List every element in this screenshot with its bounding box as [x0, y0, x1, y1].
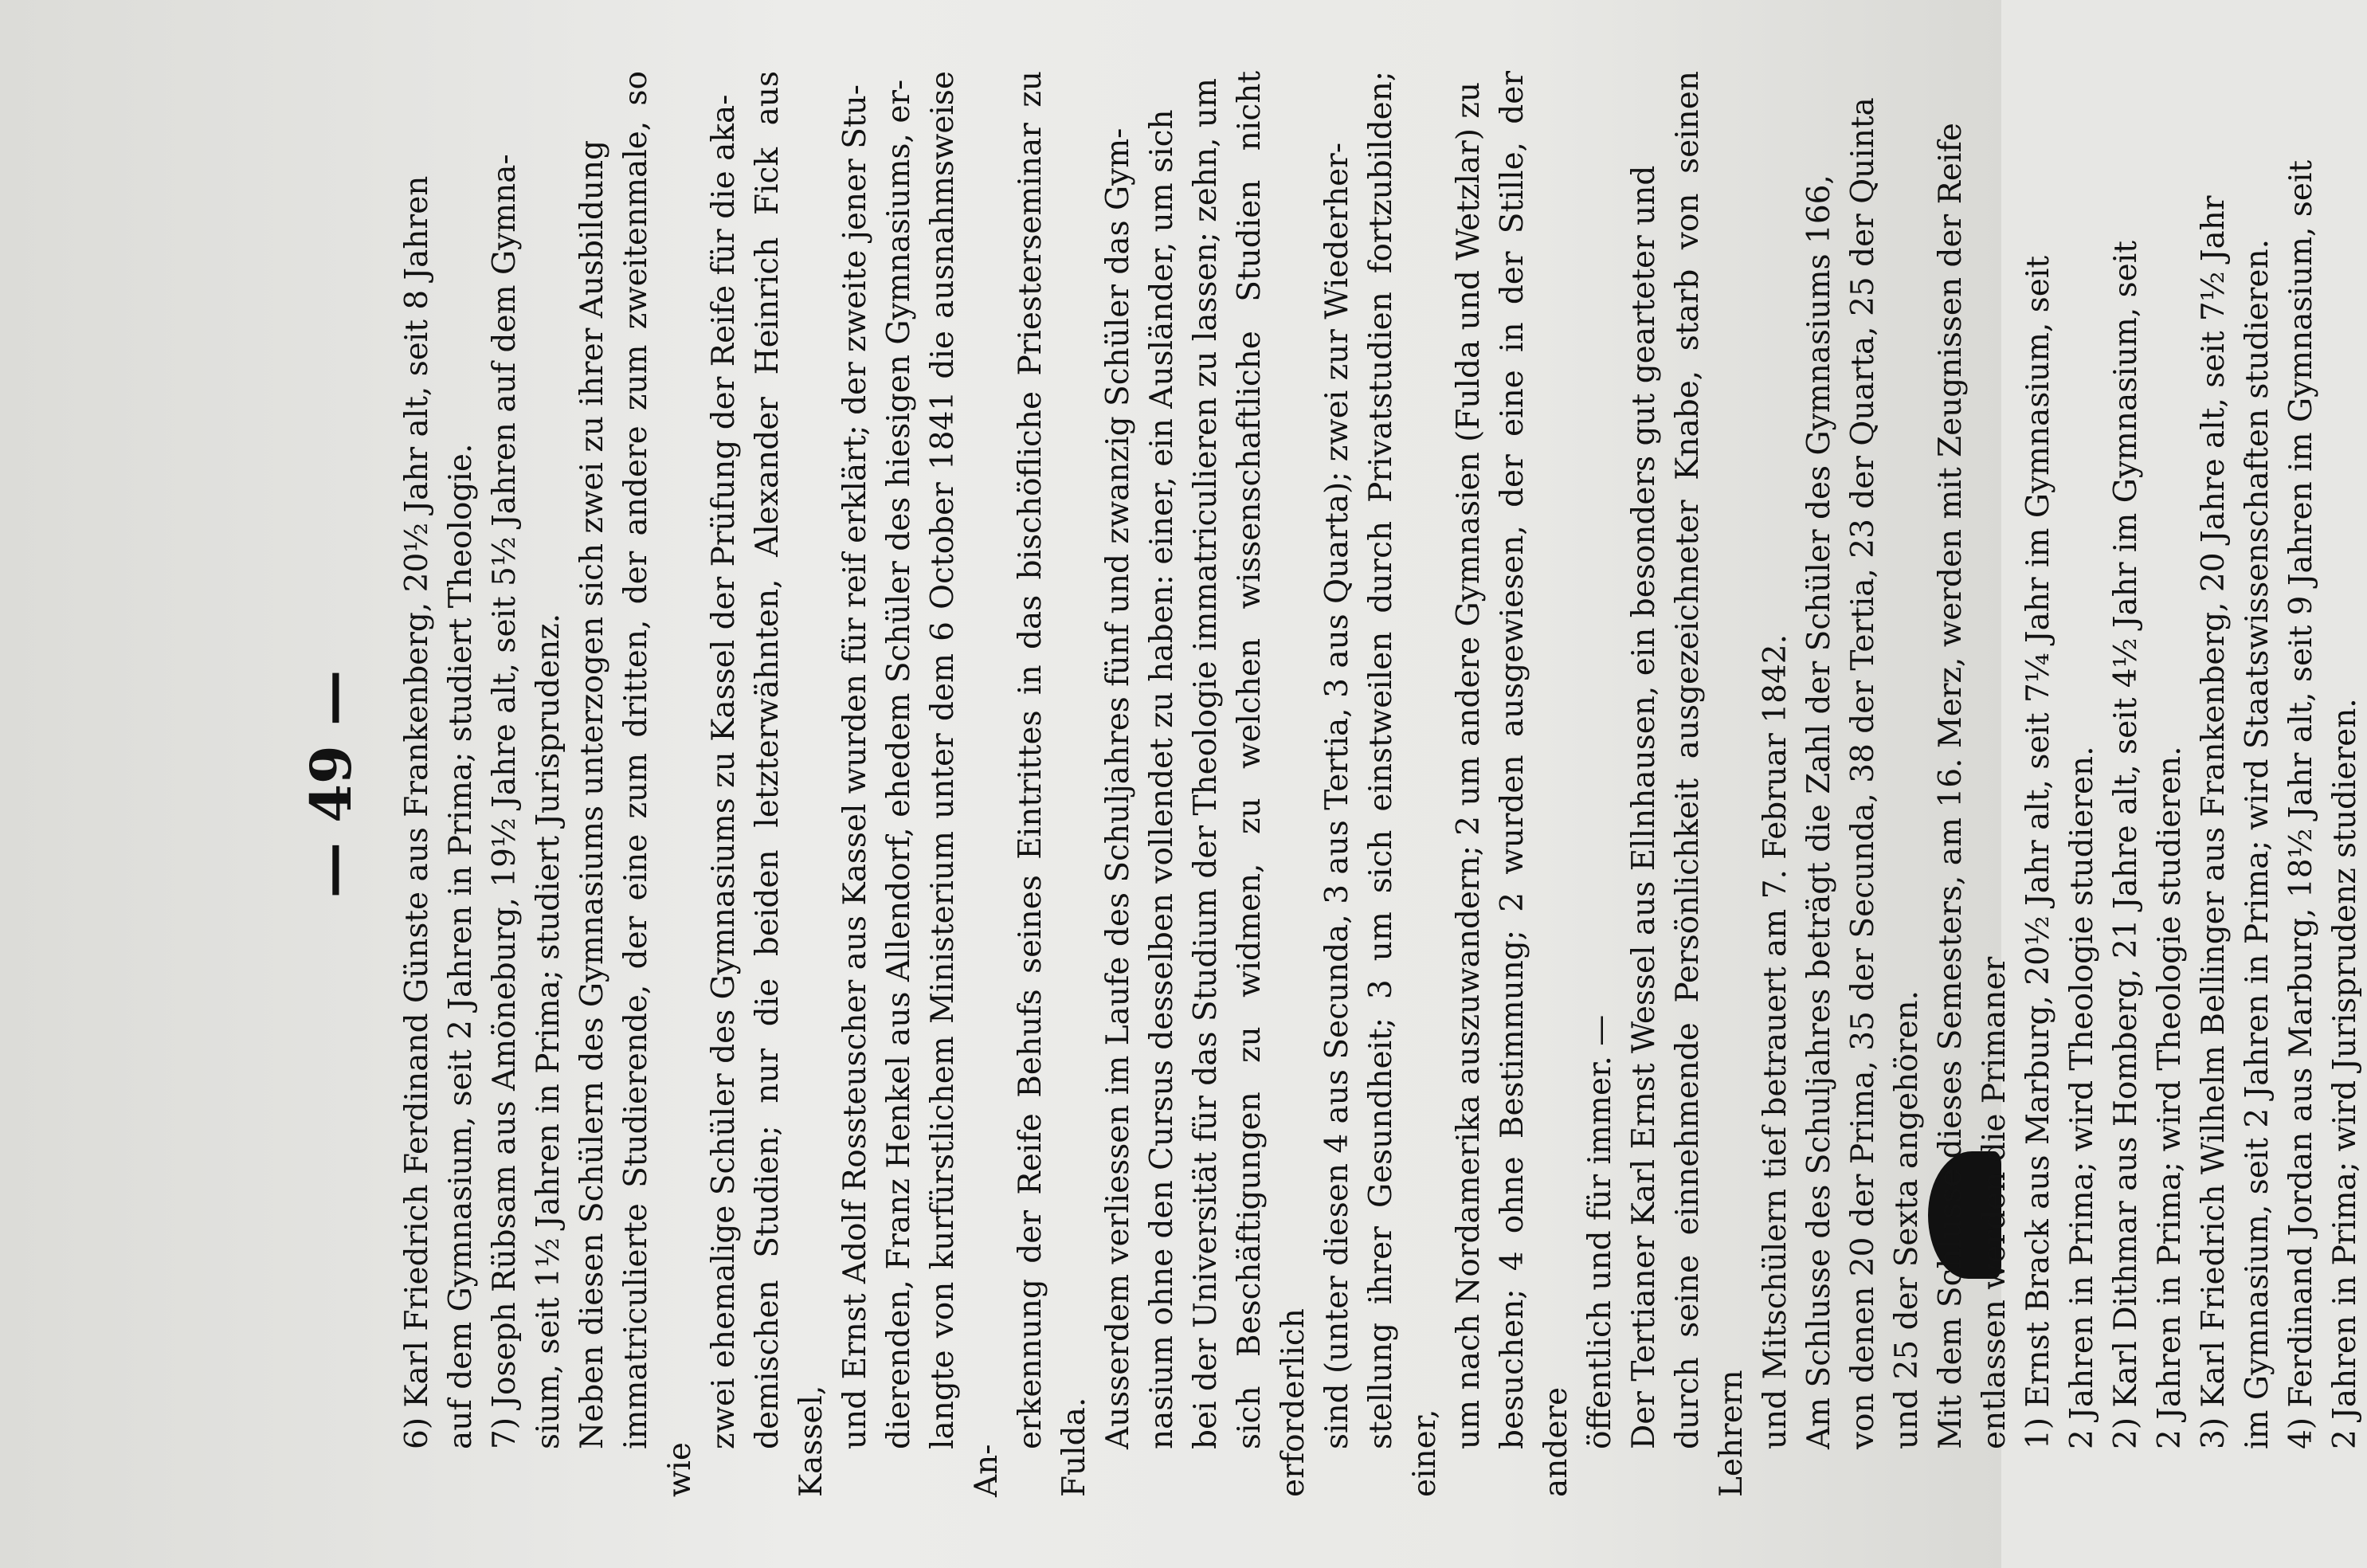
text-line: langte von kurfürstlichem Ministerium unter dem 6 October 1841 die ausnahmsweise An- — [925, 71, 1005, 1497]
paragraph — [1797, 71, 1929, 1497]
text-line: bei der Universität für das Studium der Theologie immatriculieren zu lassen; zehn, um — [1188, 77, 1224, 1449]
text-line: erkennung der Reife Behufs seines Eintrittes in das bischöfliche Priesterseminar zu Fulda. — [1013, 71, 1092, 1497]
text-line: 1) Ernst Brack aus Marburg, 20½ Jahr alt, seit 7¼ Jahr im Gymnasium, seit — [2020, 255, 2056, 1449]
text-line: öffentlich und für immer. — — [1582, 1014, 1618, 1449]
text-line: sind (unter diesen 4 aus Secunda, 3 aus Tertia, 3 aus Quarta); zwei zur Wiederher- — [1319, 143, 1355, 1449]
document-page — [204, 71, 2363, 1497]
text-line: 2 Jahren in Prima; wird Theologie studieren. — [2152, 746, 2188, 1449]
text-line: 2 Jahren in Prima; wird Jurisprudenz studieren. — [2327, 698, 2363, 1449]
paragraph — [1622, 71, 1797, 1497]
paragraph — [1096, 71, 1622, 1497]
text-line: zwei ehemalige Schüler des Gymnasiums zu Kassel der Prüfung der Reife für die aka- — [706, 94, 742, 1449]
text-line: 2) Karl Dithmar aus Homberg, 21 Jahre alt, seit 4½ Jahr im Gymnasium, seit — [2108, 241, 2144, 1449]
page-number-header: — 49 — — [298, 669, 364, 899]
text-line: Der Tertianer Karl Ernst Wessel aus Ellnhausen, ein besonders gut gearteter und — [1626, 165, 1662, 1449]
paragraph — [395, 71, 483, 1497]
paragraph — [2104, 71, 2192, 1497]
text-line: sich Beschäftigungen zu widmen, zu welchen wissenschaftliche Studien nicht erforderlich — [1232, 71, 1311, 1497]
text-line: 6) Karl Friedrich Ferdinand Günste aus Frankenberg, 20½ Jahr alt, seit 8 Jahren — [399, 175, 435, 1449]
text-line: entlassen werden die Primaner — [1977, 956, 2012, 1449]
text-line: von denen 20 der Prima, 35 der Secunda, 38 der Tertia, 23 der Quarta, 25 der Quinta — [1845, 97, 1881, 1449]
paragraph — [570, 71, 1096, 1497]
paragraph — [2279, 71, 2367, 1497]
text-line: Mit dem Schlusse dieses Semesters, am 16. Merz, werden mit Zeugnissen der Reife — [1933, 122, 1969, 1449]
paragraph — [2192, 71, 2279, 1497]
text-line: stellung ihrer Gesundheit; 3 um sich einstweilen durch Privatstudien fortzubilden; einer, — [1363, 71, 1443, 1497]
text-line: auf dem Gymnasium, seit 2 Jahren in Prima; studiert Theologie. — [443, 443, 479, 1449]
paragraph — [1929, 71, 2016, 1497]
text-line: und 25 der Sexta angehören. — [1889, 990, 1925, 1449]
text-line: im Gymnasium, seit 2 Jahren in Prima; wird Staatswissenschaften studieren. — [2240, 239, 2275, 1449]
text-line: sium, seit 1½ Jahren in Prima; studiert Jurisprudenz. — [531, 613, 566, 1449]
text-line: immatriculierte Studierende, der eine zum dritten, der andere zum zweitenmale, so wie — [618, 71, 698, 1497]
text-line: 2 Jahren in Prima; wird Theologie studieren. — [2064, 746, 2100, 1449]
text-line: durch seine einnehmende Persönlichkeit ausgezeichneter Knabe, starb von seinen Lehrern — [1670, 71, 1750, 1497]
text-line: demischen Studien; nur die beiden letzterwähnten, Alexander Heinrich Fick aus Kassel, — [750, 71, 829, 1497]
text-line: nasium ohne den Cursus desselben vollendet zu haben: einer, ein Ausländer, um sich — [1144, 109, 1180, 1449]
text-line: Ausserdem verliessen im Laufe des Schuljahres fünf und zwanzig Schüler das Gym- — [1100, 127, 1136, 1449]
text-line: 7) Joseph Rübsam aus Amöneburg, 19½ Jahre alt, seit 5½ Jahren auf dem Gymna- — [487, 154, 523, 1449]
paragraph — [483, 71, 570, 1497]
text-line: und Ernst Adolf Rossteuscher aus Kassel wurden für reif erklärt; der zweite jener Stu- — [837, 84, 873, 1449]
paragraph — [2016, 71, 2104, 1497]
text-line: besuchen; 4 ohne Bestimmung; 2 wurden ausgewiesen, der eine in der Stille, der andere — [1495, 71, 1574, 1497]
text-line: um nach Nordamerika auszuwandern; 2 um andere Gymnasien (Fulda und Wetzlar) zu — [1451, 81, 1487, 1449]
text-line: und Mitschülern tief betrauert am 7. Februar 1842. — [1758, 634, 1793, 1449]
body-text — [395, 71, 2367, 1497]
text-line: 3) Karl Friedrich Wilhelm Bellinger aus Frankenberg, 20 Jahre alt, seit 7½ Jahr — [2196, 195, 2232, 1449]
text-line: dierenden, Franz Henkel aus Allendorf, ehedem Schüler des hiesigen Gymnasiums, er- — [881, 79, 917, 1449]
text-line: 4) Ferdinand Jordan aus Marburg, 18½ Jahr alt, seit 9 Jahren im Gymnasium, seit — [2283, 159, 2319, 1449]
text-line: Am Schlusse des Schuljahres beträgt die Zahl der Schüler des Gymnasiums 166, — [1801, 174, 1837, 1449]
text-line: Neben diesen Schülern des Gymnasiums unterzogen sich zwei zu ihrer Ausbildung — [574, 139, 610, 1449]
